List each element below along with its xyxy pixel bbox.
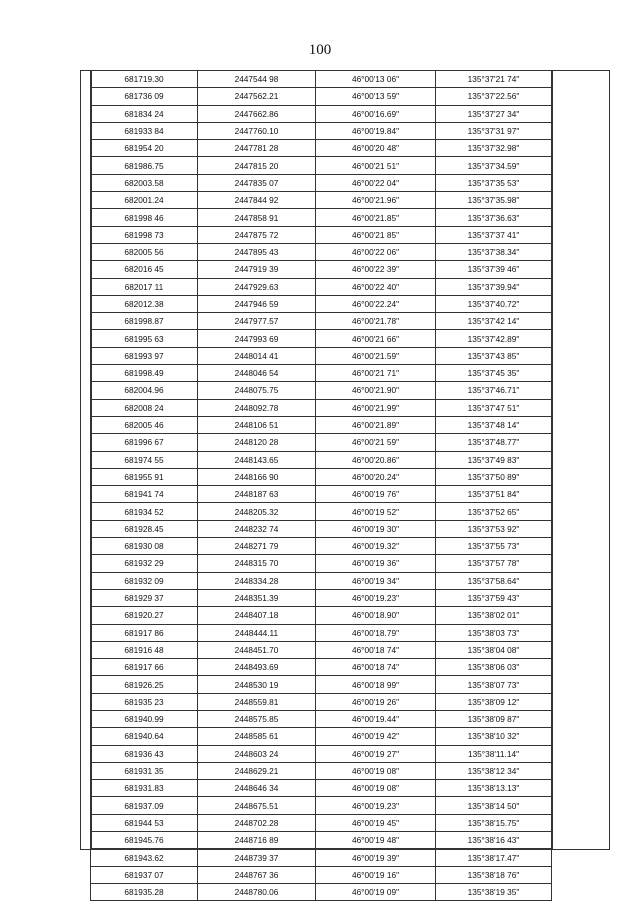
table-cell-x: 681945.76 (91, 832, 198, 849)
table-cell-longitude: 135°38'11.14" (436, 745, 552, 762)
table-cell-y: 2448407.18 (198, 607, 316, 624)
table-cell-x: 682012.38 (91, 295, 198, 312)
table-row (91, 607, 552, 624)
table-cell-x: 681937.09 (91, 797, 198, 814)
table-cell-y: 2447781 28 (198, 140, 316, 157)
table-cell-longitude: 135°37'34.59" (436, 157, 552, 174)
table-row (91, 849, 552, 866)
table-cell-x: 681937 07 (91, 866, 198, 883)
table-cell-x: 681940.99 (91, 710, 198, 727)
table-cell-latitude: 46°00'20 48" (316, 140, 436, 157)
table-cell-latitude: 46°00'21 85" (316, 226, 436, 243)
table-cell-latitude: 46°00'19 52" (316, 503, 436, 520)
table-cell-latitude: 46°00'19 16" (316, 866, 436, 883)
table-cell-longitude: 135°37'46.71" (436, 382, 552, 399)
table-cell-x: 681986.75 (91, 157, 198, 174)
table-cell-y: 2447815 20 (198, 157, 316, 174)
table-cell-x: 681998 73 (91, 226, 198, 243)
table-cell-y: 2448120 28 (198, 434, 316, 451)
table-cell-longitude: 135°38'10 32" (436, 728, 552, 745)
table-cell-y: 2448444.11 (198, 624, 316, 641)
table-row (91, 797, 552, 814)
table-cell-longitude: 135°37'32.98" (436, 140, 552, 157)
table-row (91, 434, 552, 451)
table-cell-x: 681955 91 (91, 468, 198, 485)
table-row (91, 157, 552, 174)
table-cell-latitude: 46°00'19.32" (316, 538, 436, 555)
table-cell-latitude: 46°00'18.79" (316, 624, 436, 641)
table-cell-longitude: 135°37'50 89" (436, 468, 552, 485)
table-cell-longitude: 135°37'36.63" (436, 209, 552, 226)
table-row (91, 71, 552, 88)
table-row (91, 192, 552, 209)
table-row (91, 520, 552, 537)
table-cell-latitude: 46°00'19.84" (316, 122, 436, 139)
table-cell-latitude: 46°00'18 99" (316, 676, 436, 693)
table-cell-x: 681993 97 (91, 347, 198, 364)
table-cell-x: 681936 43 (91, 745, 198, 762)
table-row (91, 451, 552, 468)
table-row (91, 624, 552, 641)
table-cell-y: 2448629.21 (198, 762, 316, 779)
table-row (91, 174, 552, 191)
table-cell-x: 681954 20 (91, 140, 198, 157)
table-row (91, 538, 552, 555)
table-row (91, 243, 552, 260)
table-cell-y: 2448716 89 (198, 832, 316, 849)
table-cell-y: 2447929.63 (198, 278, 316, 295)
table-cell-y: 2448271 79 (198, 538, 316, 555)
table-cell-latitude: 46°00'21 59" (316, 434, 436, 451)
coordinates-table-body (91, 71, 552, 901)
table-cell-latitude: 46°00'13 06" (316, 71, 436, 88)
table-cell-x: 681935.28 (91, 883, 198, 900)
table-cell-latitude: 46°00'19 27" (316, 745, 436, 762)
table-cell-longitude: 135°38'03 73" (436, 624, 552, 641)
table-cell-latitude: 46°00'21.59" (316, 347, 436, 364)
table-cell-y: 2448351.39 (198, 589, 316, 606)
table-cell-longitude: 135°37'53 92" (436, 520, 552, 537)
table-cell-latitude: 46°00'19.44" (316, 710, 436, 727)
table-cell-longitude: 135°37'47 51" (436, 399, 552, 416)
table-cell-latitude: 46°00'20.24" (316, 468, 436, 485)
table-cell-x: 681931 35 (91, 762, 198, 779)
table-cell-latitude: 46°00'19 08" (316, 762, 436, 779)
table-cell-x: 681926.25 (91, 676, 198, 693)
table-cell-latitude: 46°00'21.78" (316, 313, 436, 330)
table-cell-longitude: 135°37'22.56" (436, 88, 552, 105)
table-cell-x: 681944 53 (91, 814, 198, 831)
table-cell-longitude: 135°38'15.75" (436, 814, 552, 831)
table-cell-longitude: 135°38'18 76" (436, 866, 552, 883)
table-row (91, 295, 552, 312)
table-cell-longitude: 135°37'55 73" (436, 538, 552, 555)
table-cell-longitude: 135°37'27 34" (436, 105, 552, 122)
table-cell-latitude: 46°00'21 66" (316, 330, 436, 347)
table-cell-y: 2447835 07 (198, 174, 316, 191)
table-cell-x: 681932 29 (91, 555, 198, 572)
table-cell-y: 2448232 74 (198, 520, 316, 537)
table-cell-y: 2447946 59 (198, 295, 316, 312)
table-cell-y: 2448646 34 (198, 780, 316, 797)
table-cell-latitude: 46°00'21 71" (316, 365, 436, 382)
table-cell-latitude: 46°00'21.99" (316, 399, 436, 416)
table-cell-latitude: 46°00'22 04" (316, 174, 436, 191)
table-cell-y: 2448143.65 (198, 451, 316, 468)
table-cell-latitude: 46°00'13 59" (316, 88, 436, 105)
table-cell-y: 2448780.06 (198, 883, 316, 900)
table-cell-x: 682004.96 (91, 382, 198, 399)
table-cell-x: 681998.87 (91, 313, 198, 330)
table-cell-x: 681932 09 (91, 572, 198, 589)
table-cell-x: 681719.30 (91, 71, 198, 88)
table-cell-longitude: 135°37'35 53" (436, 174, 552, 191)
table-row (91, 122, 552, 139)
table-cell-longitude: 135°37'35.98" (436, 192, 552, 209)
table-cell-x: 681995 63 (91, 330, 198, 347)
table-row (91, 88, 552, 105)
table-row (91, 399, 552, 416)
table-cell-longitude: 135°37'40.72" (436, 295, 552, 312)
table-cell-longitude: 135°38'17.47" (436, 849, 552, 866)
table-cell-latitude: 46°00'19 39" (316, 849, 436, 866)
table-cell-y: 2447662.86 (198, 105, 316, 122)
table-cell-longitude: 135°38'12 34" (436, 762, 552, 779)
table-cell-latitude: 46°00'18 74" (316, 641, 436, 658)
table-cell-longitude: 135°37'37 41" (436, 226, 552, 243)
table-cell-x: 681941 74 (91, 486, 198, 503)
table-row (91, 589, 552, 606)
table-cell-y: 2448014 41 (198, 347, 316, 364)
table-row (91, 382, 552, 399)
table-cell-x: 681736 09 (91, 88, 198, 105)
table-cell-latitude: 46°00'19 76" (316, 486, 436, 503)
table-cell-longitude: 135°38'14 50" (436, 797, 552, 814)
table-cell-latitude: 46°00'21.89" (316, 416, 436, 433)
table-cell-y: 2447844 92 (198, 192, 316, 209)
table-cell-x: 681928.45 (91, 520, 198, 537)
table-cell-longitude: 135°37'58.64" (436, 572, 552, 589)
table-cell-x: 682005 46 (91, 416, 198, 433)
table-cell-latitude: 46°00'19 26" (316, 693, 436, 710)
table-cell-x: 681935 23 (91, 693, 198, 710)
table-cell-y: 2447858 91 (198, 209, 316, 226)
table-row (91, 105, 552, 122)
table-cell-longitude: 135°38'16 43" (436, 832, 552, 849)
table-cell-y: 2448092.78 (198, 399, 316, 416)
table-row (91, 710, 552, 727)
table-cell-longitude: 135°37'48 14" (436, 416, 552, 433)
frame-right-rule (552, 71, 553, 849)
table-cell-latitude: 46°00'21.90" (316, 382, 436, 399)
table-cell-x: 682017 11 (91, 278, 198, 295)
table-row (91, 278, 552, 295)
table-cell-y: 2448187 63 (198, 486, 316, 503)
table-cell-y: 2448334.28 (198, 572, 316, 589)
table-cell-longitude: 135°37'57 78" (436, 555, 552, 572)
table-cell-longitude: 135°38'02 01" (436, 607, 552, 624)
table-cell-longitude: 135°38'04 08" (436, 641, 552, 658)
table-cell-longitude: 135°38'06 03" (436, 659, 552, 676)
table-cell-longitude: 135°37'39 46" (436, 261, 552, 278)
table-row (91, 814, 552, 831)
table-cell-y: 2448315 70 (198, 555, 316, 572)
table-cell-latitude: 46°00'22 40" (316, 278, 436, 295)
table-cell-latitude: 46°00'19.23" (316, 797, 436, 814)
table-cell-x: 682003.58 (91, 174, 198, 191)
table-cell-y: 2448575.85 (198, 710, 316, 727)
table-cell-x: 681940.64 (91, 728, 198, 745)
table-cell-y: 2448530 19 (198, 676, 316, 693)
table-cell-latitude: 46°00'19 48" (316, 832, 436, 849)
table-cell-longitude: 135°37'21 74" (436, 71, 552, 88)
table-cell-x: 681931.83 (91, 780, 198, 797)
table-cell-y: 2447875 72 (198, 226, 316, 243)
table-cell-y: 2448585 61 (198, 728, 316, 745)
table-cell-y: 2448739 37 (198, 849, 316, 866)
table-row (91, 226, 552, 243)
table-cell-y: 2447544 98 (198, 71, 316, 88)
table-cell-y: 2448075.75 (198, 382, 316, 399)
table-cell-y: 2448603 24 (198, 745, 316, 762)
table-cell-latitude: 46°00'19 36" (316, 555, 436, 572)
table-row (91, 468, 552, 485)
table-cell-longitude: 135°37'48.77" (436, 434, 552, 451)
table-cell-longitude: 135°37'49 83" (436, 451, 552, 468)
table-cell-y: 2447919 39 (198, 261, 316, 278)
table-cell-y: 2448451.70 (198, 641, 316, 658)
table-cell-latitude: 46°00'19 08" (316, 780, 436, 797)
table-cell-y: 2448767 36 (198, 866, 316, 883)
table-cell-longitude: 135°37'45 35" (436, 365, 552, 382)
table-cell-y: 2448675.51 (198, 797, 316, 814)
table-cell-longitude: 135°37'31 97" (436, 122, 552, 139)
table-cell-x: 681917 86 (91, 624, 198, 641)
table-cell-latitude: 46°00'16.69" (316, 105, 436, 122)
table-cell-x: 681916 48 (91, 641, 198, 658)
table-row (91, 572, 552, 589)
table-cell-longitude: 135°37'42.89" (436, 330, 552, 347)
table-cell-x: 681930 08 (91, 538, 198, 555)
table-cell-longitude: 135°38'13.13" (436, 780, 552, 797)
table-row (91, 745, 552, 762)
table-cell-latitude: 46°00'20.86" (316, 451, 436, 468)
table-row (91, 866, 552, 883)
table-cell-latitude: 46°00'18 74" (316, 659, 436, 676)
table-row (91, 832, 552, 849)
table-row (91, 728, 552, 745)
table-row (91, 209, 552, 226)
table-cell-y: 2448046 54 (198, 365, 316, 382)
table-cell-y: 2447562.21 (198, 88, 316, 105)
table-cell-latitude: 46°00'19 42" (316, 728, 436, 745)
table-row (91, 659, 552, 676)
table-cell-latitude: 46°00'19 09" (316, 883, 436, 900)
coordinates-table (90, 70, 552, 901)
page-number: 100 (308, 42, 332, 58)
table-cell-longitude: 135°37'39.94" (436, 278, 552, 295)
table-cell-y: 2448493.69 (198, 659, 316, 676)
table-cell-y: 2447760.10 (198, 122, 316, 139)
table-cell-longitude: 135°38'09 87" (436, 710, 552, 727)
table-cell-latitude: 46°00'22 06" (316, 243, 436, 260)
table-row (91, 676, 552, 693)
table-cell-latitude: 46°00'21.85" (316, 209, 436, 226)
table-row (91, 641, 552, 658)
table-cell-x: 681974 55 (91, 451, 198, 468)
table-cell-latitude: 46°00'19.23" (316, 589, 436, 606)
table-cell-y: 2448702.28 (198, 814, 316, 831)
table-cell-x: 681996 67 (91, 434, 198, 451)
table-cell-y: 2447977.57 (198, 313, 316, 330)
table-cell-x: 681998.49 (91, 365, 198, 382)
table-cell-latitude: 46°00'21 51" (316, 157, 436, 174)
table-cell-x: 682001.24 (91, 192, 198, 209)
table-cell-latitude: 46°00'18.90" (316, 607, 436, 624)
table-cell-x: 682016 45 (91, 261, 198, 278)
table-cell-x: 681934 52 (91, 503, 198, 520)
table-cell-longitude: 135°37'52 65" (436, 503, 552, 520)
table-cell-x: 681920.27 (91, 607, 198, 624)
table-row (91, 503, 552, 520)
table-cell-longitude: 135°37'51 84" (436, 486, 552, 503)
table-row (91, 762, 552, 779)
table-cell-latitude: 46°00'19 30" (316, 520, 436, 537)
table-cell-latitude: 46°00'22 39" (316, 261, 436, 278)
table-cell-y: 2448166 90 (198, 468, 316, 485)
table-row (91, 555, 552, 572)
table-cell-longitude: 135°37'59 43" (436, 589, 552, 606)
table-cell-latitude: 46°00'22.24" (316, 295, 436, 312)
table-row (91, 140, 552, 157)
table-cell-x: 681998 46 (91, 209, 198, 226)
table-cell-x: 681933 84 (91, 122, 198, 139)
table-row (91, 330, 552, 347)
table-row (91, 693, 552, 710)
table-cell-latitude: 46°00'21.96" (316, 192, 436, 209)
table-row (91, 416, 552, 433)
table-cell-y: 2448106 51 (198, 416, 316, 433)
table-cell-x: 681943.62 (91, 849, 198, 866)
table-cell-x: 681917 66 (91, 659, 198, 676)
table-cell-latitude: 46°00'19 45" (316, 814, 436, 831)
table-cell-x: 682005 56 (91, 243, 198, 260)
table-cell-x: 681929 37 (91, 589, 198, 606)
table-row (91, 486, 552, 503)
table-cell-longitude: 135°37'38.34" (436, 243, 552, 260)
table-cell-longitude: 135°38'09 12" (436, 693, 552, 710)
table-cell-longitude: 135°38'19 35" (436, 883, 552, 900)
table-cell-y: 2447895 43 (198, 243, 316, 260)
table-cell-y: 2448205.32 (198, 503, 316, 520)
table-cell-longitude: 135°38'07 73" (436, 676, 552, 693)
table-cell-longitude: 135°37'42 14" (436, 313, 552, 330)
table-cell-x: 681834 24 (91, 105, 198, 122)
table-cell-y: 2447993 69 (198, 330, 316, 347)
table-cell-longitude: 135°37'43 85" (436, 347, 552, 364)
table-row (91, 347, 552, 364)
table-cell-x: 682008 24 (91, 399, 198, 416)
table-row (91, 365, 552, 382)
table-cell-y: 2448559.81 (198, 693, 316, 710)
table-cell-latitude: 46°00'19 34" (316, 572, 436, 589)
table-row (91, 780, 552, 797)
table-row (91, 261, 552, 278)
table-row (91, 883, 552, 900)
table-row (91, 313, 552, 330)
